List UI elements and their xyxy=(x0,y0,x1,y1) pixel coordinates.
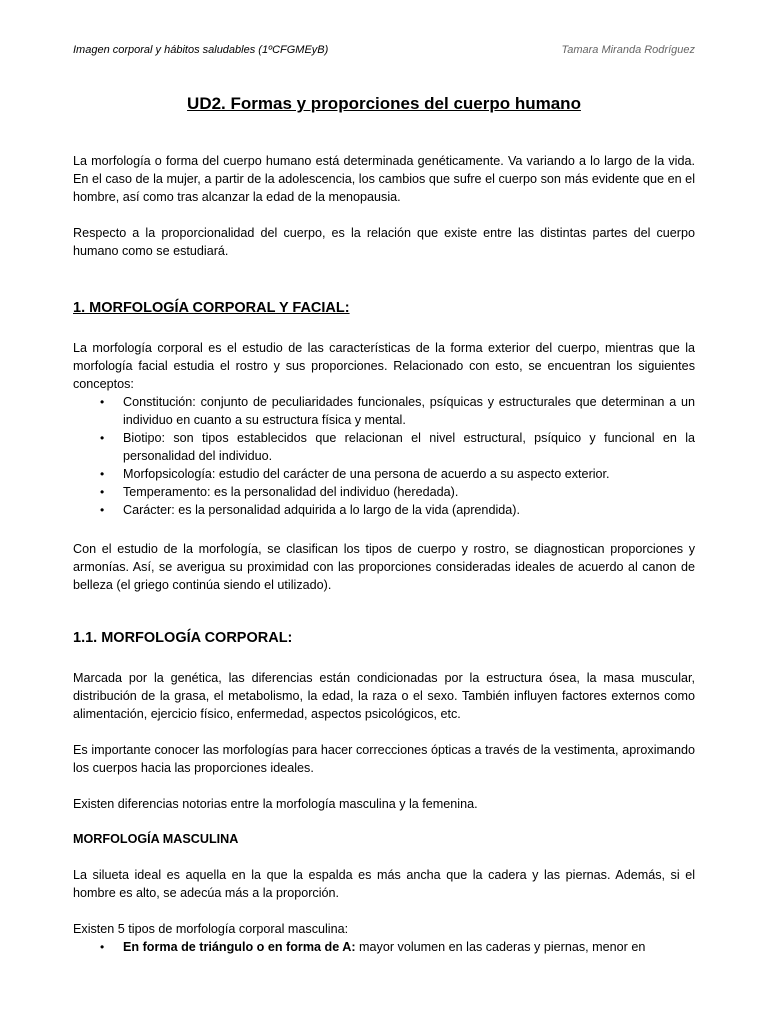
male-morphology-heading: MORFOLOGÍA MASCULINA xyxy=(73,832,239,846)
bullet-icon: • xyxy=(100,503,105,517)
intro-paragraph-2: Respecto a la proporcionalidad del cuerpo, es la relación que existe entre las distintas partes del cuerpo humano como se estudiará. xyxy=(73,226,695,258)
intro-paragraph-1: La morfología o forma del cuerpo humano está determinada genéticamente. Va variando a lo largo de la vida. En el caso de la mujer, a partir de la adolescencia, los cambios que sufre el cuerpo son más evidente que en el hombre, así como tras alcanzar la edad de la menopausia. xyxy=(73,154,695,204)
list-item: • Biotipo: son tipos establecidos que relacionan el nivel estructural, psíquico y funcional en la personalidad del individuo. xyxy=(100,431,695,463)
bullet-icon: • xyxy=(100,485,105,499)
section-1-1-paragraph-2: Es importante conocer las morfologías para hacer correcciones ópticas a través de la vestimenta, aproximando los cuerpos hacia las proporciones ideales. xyxy=(73,743,695,775)
list-item: • Temperamento: es la personalidad del individuo (heredada). xyxy=(100,485,459,499)
header-author: Tamara Miranda Rodríguez xyxy=(561,44,695,56)
page-header xyxy=(73,44,695,56)
section-1-1-paragraph-4: La silueta ideal es aquella en la que la espalda es más ancha que la cadera y las piernas. Además, si el hombre es alto, se adecúa más a la proporción. xyxy=(73,868,695,900)
bullet-icon: • xyxy=(100,431,105,445)
section-1-paragraph-1: La morfología corporal es el estudio de las características de la forma exterior del cuerpo, mientras que la morfología facial estudia el rostro y sus proporciones. Relacionado con esto, se encuentran los siguientes conceptos: xyxy=(73,341,695,391)
section-1-1-paragraph-3: Existen diferencias notorias entre la morfología masculina y la femenina. xyxy=(73,797,478,811)
section-1-1-paragraph-1: Marcada por la genética, las diferencias están condicionadas por la estructura ósea, la masa muscular, distribución de la grasa, el metabolismo, la edad, la raza o el sexo. También influyen factores externos como alimentación, ejercicio físico, enfermedad, aspectos psicológicos, etc. xyxy=(73,671,695,721)
bullet-icon: • xyxy=(100,395,105,409)
male-types-list xyxy=(73,938,695,956)
type-name: En forma de triángulo o en forma de A: xyxy=(123,940,356,954)
list-item xyxy=(73,938,695,956)
list-item: • Constitución: conjunto de peculiaridades funcionales, psíquicas y estructurales que determinan a un individuo en cuanto a su estructura física y mental. xyxy=(100,395,695,427)
header-course-title: Imagen corporal y hábitos saludables (1ºCFGMEyB) xyxy=(73,44,329,56)
section-1-1-heading: 1.1. MORFOLOGÍA CORPORAL: xyxy=(73,630,293,646)
concepts-list xyxy=(73,393,695,519)
bullet-icon: • xyxy=(100,940,105,954)
list-item: • Carácter: es la personalidad adquirida a lo largo de la vida (aprendida). xyxy=(100,503,520,517)
section-1-1-paragraph-5: Existen 5 tipos de morfología corporal masculina: xyxy=(73,922,349,936)
section-1-heading: 1. MORFOLOGÍA CORPORAL Y FACIAL: xyxy=(73,300,350,316)
document-title: UD2. Formas y proporciones del cuerpo humano xyxy=(187,94,581,113)
type-description: mayor volumen en las caderas y piernas, menor en xyxy=(355,940,646,954)
section-1-paragraph-2: Con el estudio de la morfología, se clasifican los tipos de cuerpo y rostro, se diagnostican proporciones y armonías. Así, se averigua su proximidad con las proporciones consideradas ideales de acuerdo al canon de belleza (el griego continúa siendo el utilizado). xyxy=(73,542,695,592)
list-item: • Morfopsicología: estudio del carácter de una persona de acuerdo a su aspecto exterior. xyxy=(100,467,610,481)
bullet-icon: • xyxy=(100,467,105,481)
